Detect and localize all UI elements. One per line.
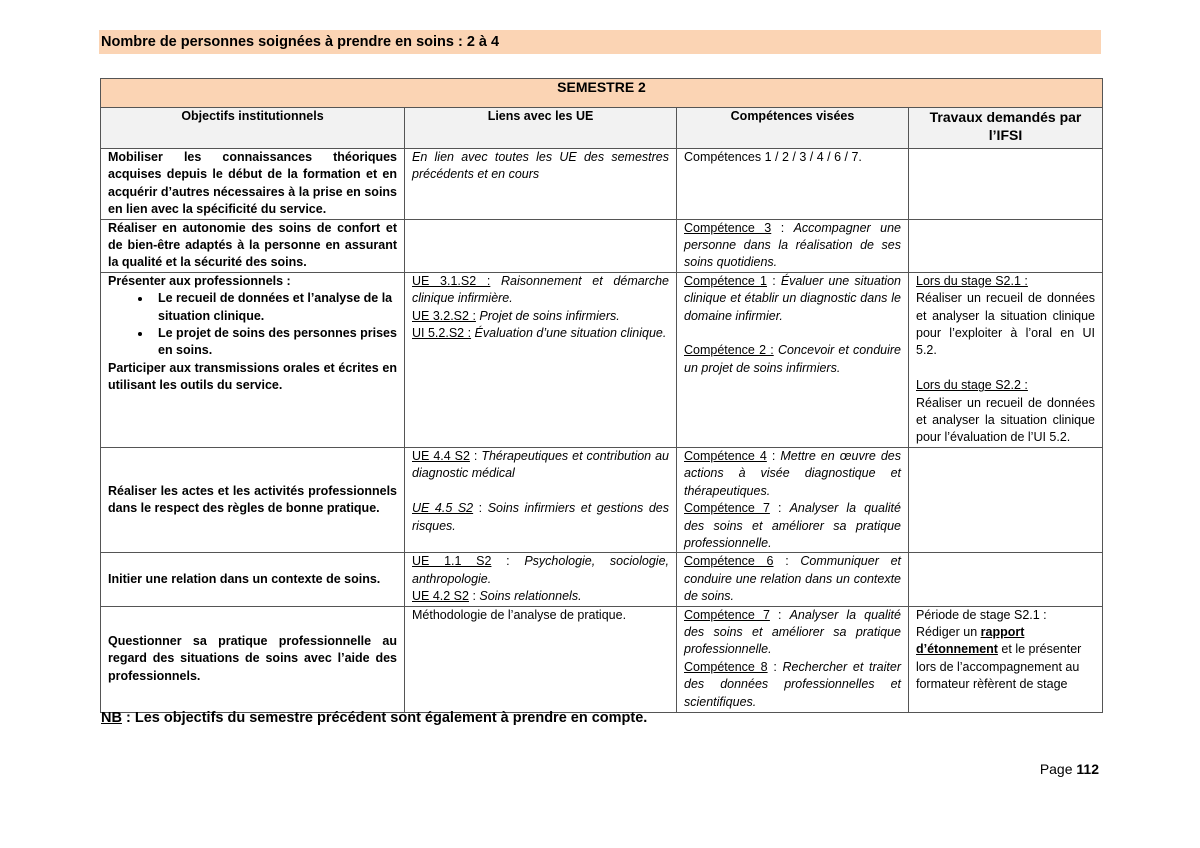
competence-text: Communiquer et conduire une relation dans un contexte de soins. [684,554,901,604]
objectif-cell [101,272,405,447]
ue-label: UI 5.2.S2 : [412,326,472,341]
competence-sep: : [769,501,790,516]
travaux-cell [909,149,1103,220]
objectif-cell: Mobiliser les connaissances théoriques acquises depuis le début de la formation et en acquérir d’autres nécessaires à la prise en soins en lien avec la spécificité du service. [101,149,405,220]
ue-label: UE 4.2 S2 [412,589,469,604]
liens-cell: Méthodologie de l’analyse de pratique. [405,606,677,712]
liens-cell [405,219,677,272]
table-row [101,149,1103,220]
table-row [101,219,1103,272]
nb-note [101,710,647,726]
travaux-post: et le présenter lors de l’accompagnement au formateur rèfèrent de stage [916,642,1082,692]
travaux-cell [909,219,1103,272]
travaux-cell [909,272,1103,447]
ue-label: UE 1.1 S2 [412,554,492,569]
competence-label: Compétence 4 [684,448,767,463]
travaux-label: Lors du stage S2.2 : [916,378,1028,393]
ue-label: UE 3.1.S2 : [412,273,491,288]
ue-text: Thérapeutiques et contribution au diagnostic médical [412,448,669,481]
competence-text: Analyser la qualité des soins et améliorer sa pratique professionnelle. [684,607,901,657]
ue-entry [412,500,669,535]
travaux-intro: Période de stage S2.1 : [916,607,1047,622]
travaux-label: Lors du stage S2.1 : [916,273,1028,288]
travaux-text [916,624,1095,694]
ue-label: UE 3.2.S2 : [412,308,476,323]
travaux-cell [909,447,1103,552]
competences-cell [677,606,909,712]
competence-entry [684,607,901,659]
travaux-bold: rapport d’étonnement [916,624,1025,657]
travaux-cell [909,553,1103,606]
competence-sep: : [771,220,794,235]
header-travaux: Travaux demandés par l’IFSI [909,108,1103,149]
table-row [101,447,1103,552]
travaux-text: Réaliser un recueil de données et analyser la situation clinique pour l’évaluation de l’UI 5.2. [916,395,1096,445]
competence-text: Analyser la qualité des soins et améliorer sa pratique professionnelle. [684,501,901,550]
banner: Nombre de personnes soignées à prendre en soins : 2 à 4 [99,30,1101,54]
liens-cell [405,447,677,552]
header-competences: Compétences visées [677,108,909,149]
competence-text: Accompagner une personne dans la réalisation de ses soins quotidiens. [684,220,901,270]
competences-cell [677,219,909,272]
liens-cell: En lien avec toutes les UE des semestres précédents et en cours [405,149,677,220]
competence-text: Évaluer une situation clinique et établir un diagnostic dans le domaine infirmier. [684,273,901,323]
liens-cell [405,272,677,447]
ue-entry [412,273,669,308]
competence-entry [684,448,901,500]
ue-text: Psychologie, sociologie, anthropologie. [412,554,669,586]
table-row [101,553,1103,606]
semester-title: SEMESTRE 2 [101,79,1103,108]
competence-label: Compétence 3 [684,220,772,235]
page-label: Page [1039,761,1077,777]
ue-entry [412,325,669,342]
ue-entry [412,448,669,483]
objectif-bullets [108,290,397,360]
ue-entry [412,553,669,588]
competence-entry [684,659,901,711]
ue-text: Soins infirmiers et gestions des risques. [412,501,669,533]
semester-table [100,78,1103,713]
competences-cell [677,272,909,447]
header-objectifs: Objectifs institutionnels [101,108,405,149]
ue-text: Raisonnement et démarche clinique infirmière. [412,273,669,306]
table-row [101,606,1103,712]
competence-entry [684,273,901,325]
nb-text: : Les objectifs du semestre précédent sont également à prendre en compte. [121,710,648,726]
competence-label: Compétence 8 [684,659,768,674]
ue-sep: : [468,589,480,604]
competence-entry [684,500,901,552]
competence-sep: : [769,607,790,622]
objectif-outro: Participer aux transmissions orales et écrites en utilisant les outils du service. [108,360,397,393]
travaux-text: Réaliser un recueil de données et analyser la situation clinique pour l’exploiter à l’oral en UI 5.2. [916,291,1096,358]
ue-text: Soins relationnels. [479,589,582,604]
objectif-cell: Réaliser les actes et les activités professionnels dans le respect des règles de bonne pratique. [101,447,405,552]
liens-cell [405,553,677,606]
nb-label: NB [101,710,122,726]
competence-label: Compétence 7 [684,501,770,516]
competence-sep: : [767,273,781,288]
ue-sep: : [469,448,482,463]
ue-entry [412,588,669,605]
header-liens: Liens avec les UE [405,108,677,149]
ue-label: UE 4.5 S2 [412,501,474,516]
competences-cell [677,553,909,606]
page-number [1040,761,1099,777]
page-value: 112 [1076,761,1099,777]
objectif-intro: Présenter aux professionnels : [108,273,291,288]
competences-cell: Compétences 1 / 2 / 3 / 4 / 6 / 7. [677,149,909,220]
competence-text: Mettre en œuvre des actions à visée diagnostique et thérapeutiques. [684,448,902,498]
competence-sep: : [773,554,801,569]
competence-sep: : [766,448,781,463]
ue-sep: : [473,501,488,516]
ue-entry [412,308,669,325]
competence-text: Rechercher et traiter des données professionnelles et scientifiques. [684,659,901,709]
ue-label: UE 4.4 S2 [412,448,470,463]
table-row [101,272,1103,447]
travaux-pre: Rédiger un [916,624,981,639]
objectif-cell: Questionner sa pratique professionnelle au regard des situations de soins avec l’aide des professionnels. [101,606,405,712]
competences-cell [677,447,909,552]
objectif-cell: Réaliser en autonomie des soins de confort et de bien-être adaptés à la personne en assurant la qualité et la sécurité des soins. [101,219,405,272]
competence-label: Compétence 1 [684,273,768,288]
ue-sep: : [491,554,525,569]
competence-entry [684,342,901,377]
competence-sep: : [767,659,783,674]
travaux-cell [909,606,1103,712]
bullet-item: • Le projet de soins des personnes prises en soins. [152,325,397,360]
competence-label: Compétence 2 : [684,343,774,358]
competence-label: Compétence 7 [684,607,770,622]
competence-label: Compétence 6 [684,554,774,569]
ue-text: Évaluation d’une situation clinique. [471,326,667,341]
competence-text: Concevoir et conduire un projet de soins infirmiers. [684,343,901,375]
ue-text: Projet de soins infirmiers. [475,308,620,323]
objectif-cell: Initier une relation dans un contexte de soins. [101,553,405,606]
bullet-item: • Le recueil de données et l’analyse de la situation clinique. [152,290,397,325]
